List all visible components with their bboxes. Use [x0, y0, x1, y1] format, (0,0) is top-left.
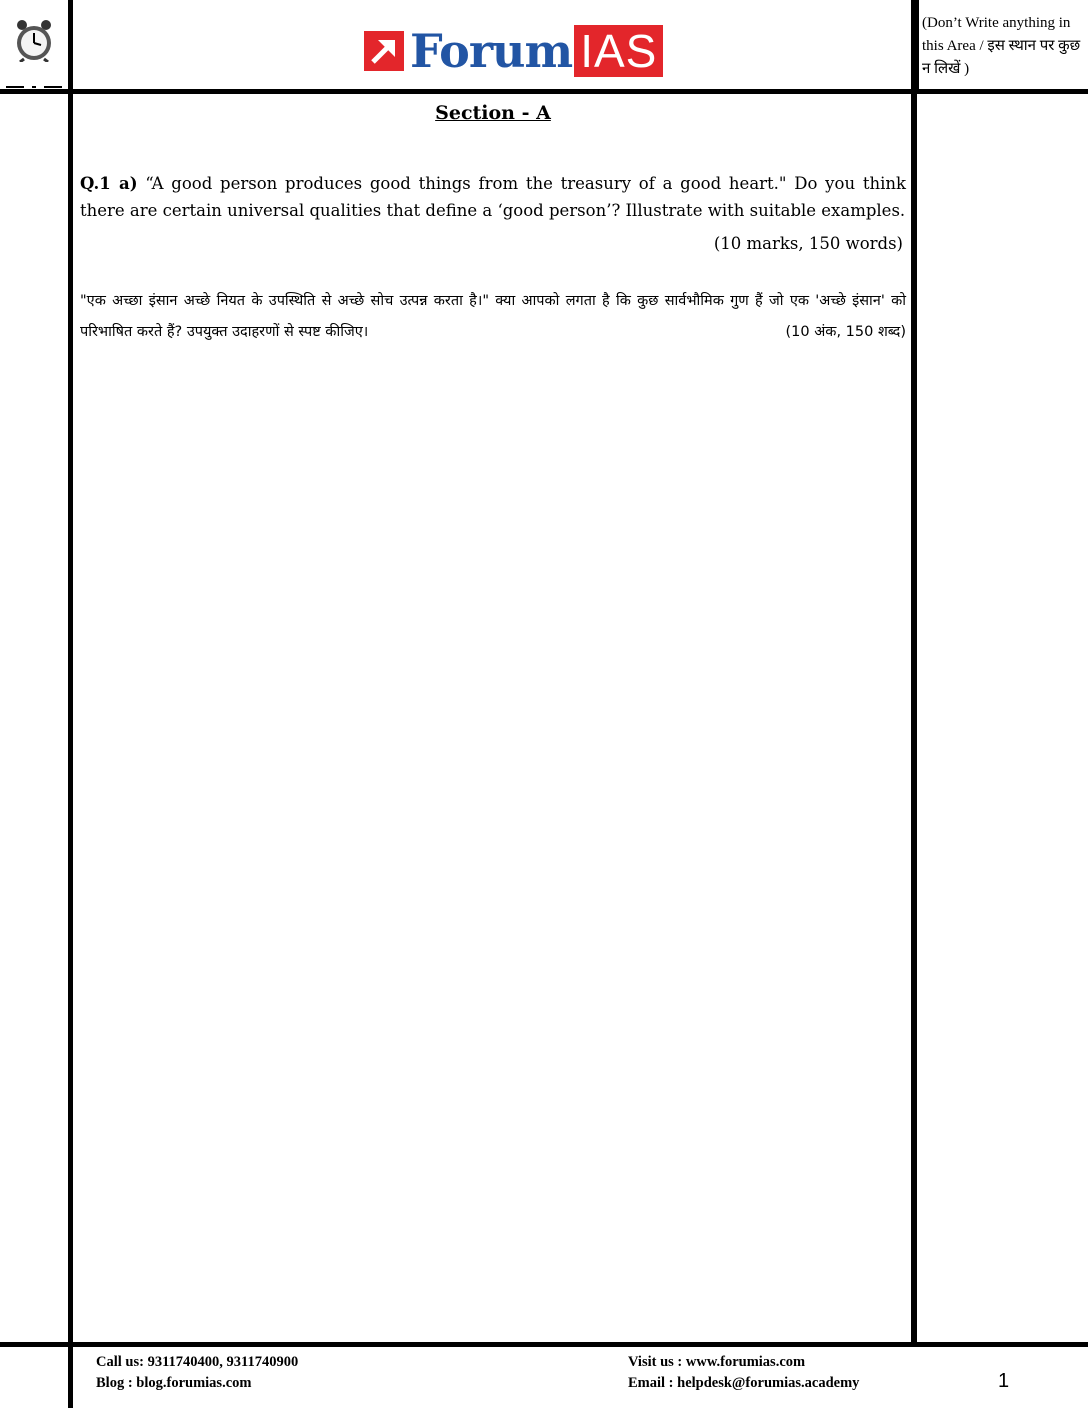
forumias-arrow-icon	[364, 31, 404, 71]
left-margin-line	[68, 0, 73, 1408]
footer-web	[628, 1352, 859, 1394]
forumias-logo	[364, 24, 663, 78]
question-text-en: “A good person produces good things from the treasury of a good heart." Do you think there are certain universal qualities that define a ‘good person’? Illustrate with suitable examples.	[80, 174, 906, 220]
dash-mark	[6, 76, 62, 80]
right-margin-line	[911, 0, 917, 1346]
question-english	[80, 170, 906, 224]
footer-contact	[96, 1352, 298, 1394]
margin-note: (Don’t Write anything in this Area / इस स्थान पर कुछ न लिखें )	[922, 15, 1081, 77]
logo-ias-text: IAS	[574, 25, 663, 77]
section-title: Section - A	[435, 102, 551, 124]
header-divider	[0, 89, 1088, 94]
question-label: Q.1 a)	[80, 174, 138, 193]
footer-divider	[0, 1342, 1088, 1347]
marks-english: (10 marks, 150 words)	[713, 234, 903, 253]
alarm-clock-icon	[12, 18, 56, 62]
footer-visit: Visit us : www.forumias.com	[628, 1354, 806, 1370]
footer-blog: Blog : blog.forumias.com	[96, 1375, 252, 1391]
logo-forum-text: Forum	[410, 24, 573, 78]
top-right-rule	[917, 0, 919, 90]
footer-email: Email : helpdesk@forumias.academy	[628, 1375, 860, 1391]
question-text-hi: "एक अच्छा इंसान अच्छे नियत के उपस्थिति से अच्छे सोच उत्पन्न करता है।" क्या आपको लगता है कि कुछ सार्वभौमिक गुण हैं जो एक 'अच्छे इंसान' को परिभाषित करते हैं? उपयुक्त उदाहरणों से स्पष्ट कीजिए।	[80, 293, 906, 340]
marks-hindi: (10 अंक, 150 शब्द)	[785, 324, 906, 340]
page-number: 1	[998, 1370, 1010, 1392]
footer-call: Call us: 9311740400, 9311740900	[96, 1354, 299, 1370]
question-hindi	[80, 286, 906, 348]
